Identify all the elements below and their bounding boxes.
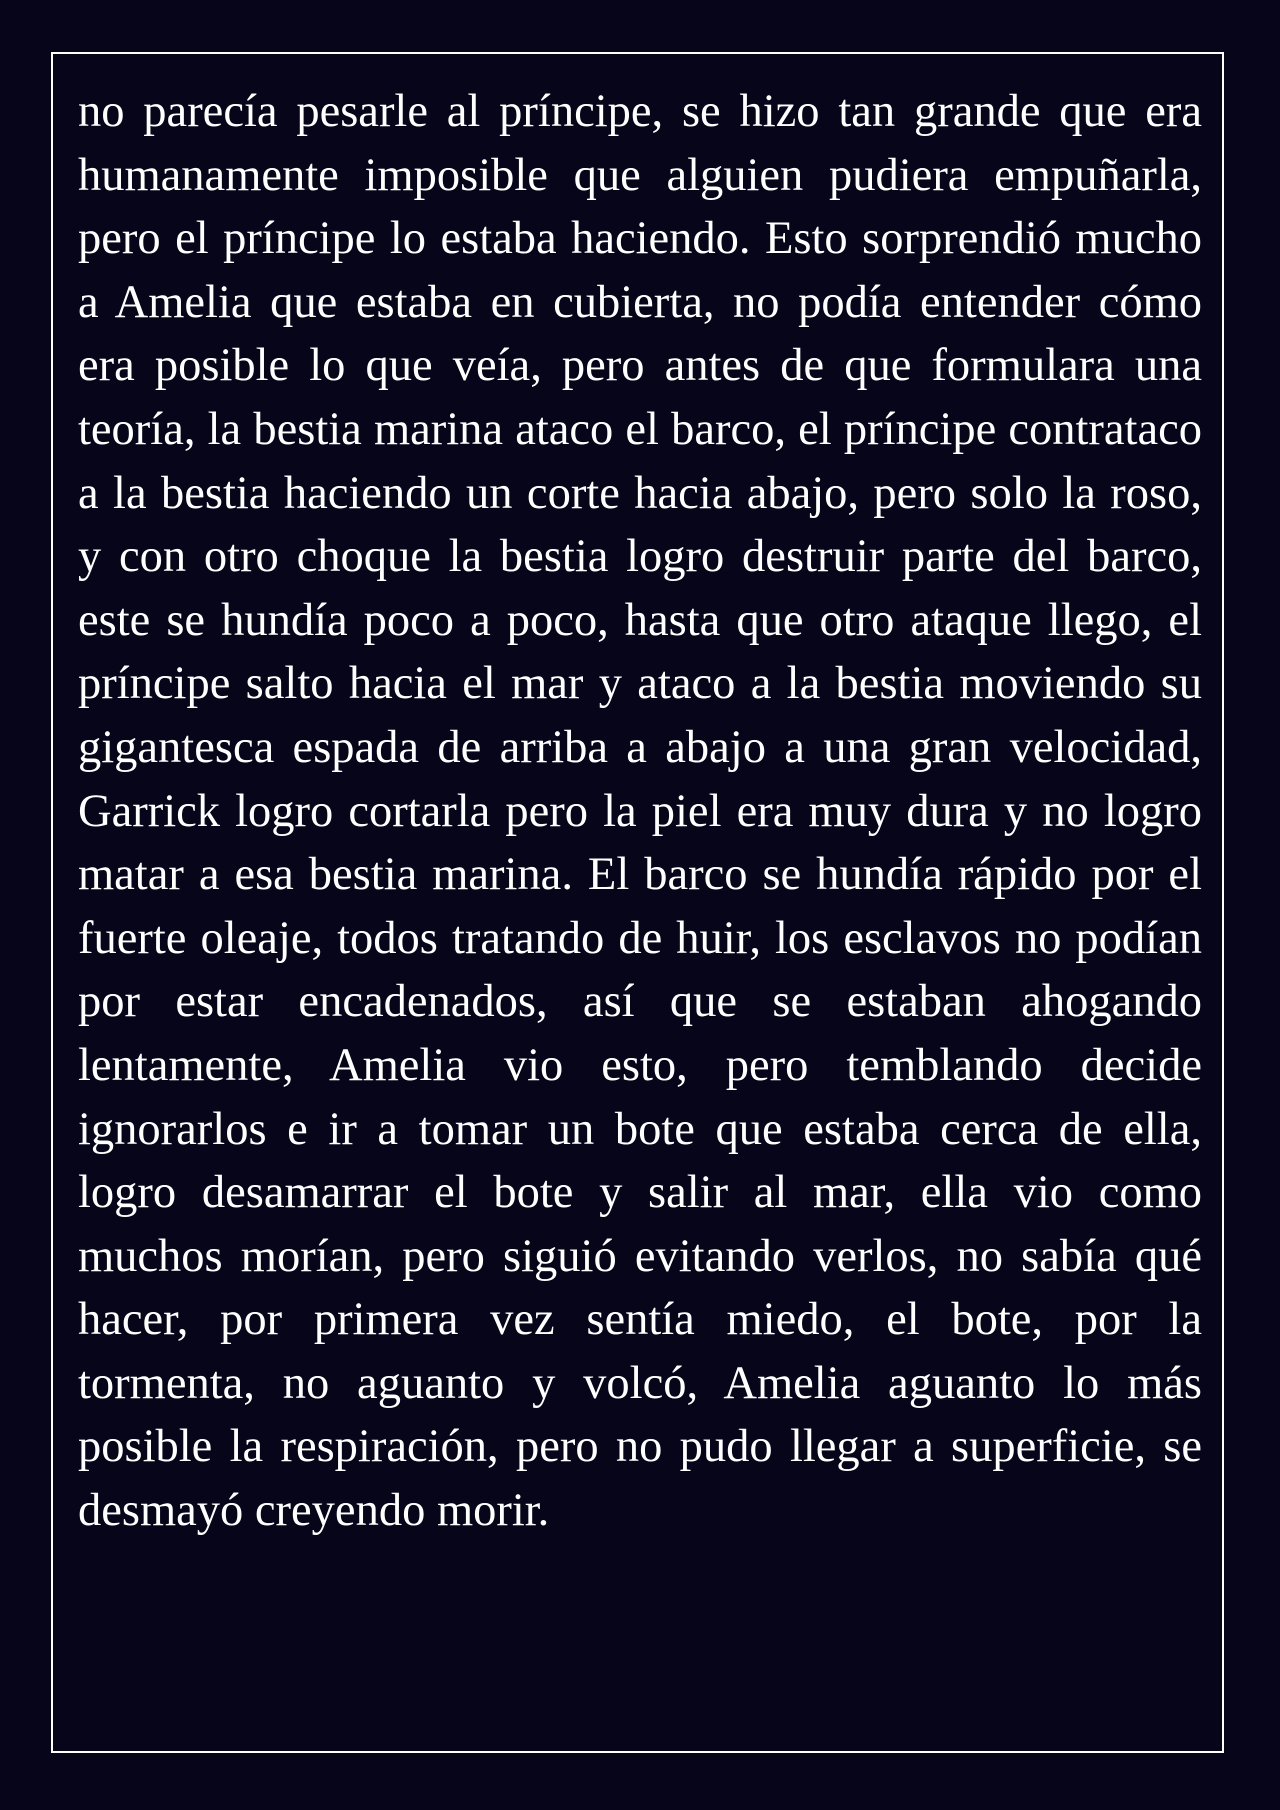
body-paragraph: no parecía pesarle al príncipe, se hizo tan grande que era humanamente imposible que alguien pudiera empuñarla, pero el príncipe lo estaba haciendo. Esto sorprendió mucho a Amelia que estaba en cubierta, no podía entender cómo era posible lo que veía, pero antes de que formulara una teoría, la bestia marina ataco el barco, el príncipe contrataco a la bestia haciendo un corte hacia abajo, pero solo la roso, y con otro choque la bestia logro destruir parte del barco, este se hundía poco a poco, hasta que otro ataque llego, el príncipe salto hacia el mar y ataco a la bestia moviendo su gigantesca espada de arriba a abajo a una gran velocidad, Garrick logro cortarla pero la piel era muy dura y no logro matar a esa bestia marina. El barco se hundía rápido por el fuerte oleaje, todos tratando de huir, los esclavos no podían por estar encadenados, así que se estaban ahogando lentamente, Amelia vio esto, pero temblando decide ignorarlos e ir a tomar un bote que estaba cerca de ella, logro desamarrar el bote y salir al mar, ella vio como muchos morían, pero siguió evitando verlos, no sabía qué hacer, por primera vez sentía miedo, el bote, por la tormenta, no aguanto y volcó, Amelia aguanto lo más posible la respiración, pero no pudo llegar a superficie, se desmayó creyendo morir. [78, 86, 1202, 1537]
